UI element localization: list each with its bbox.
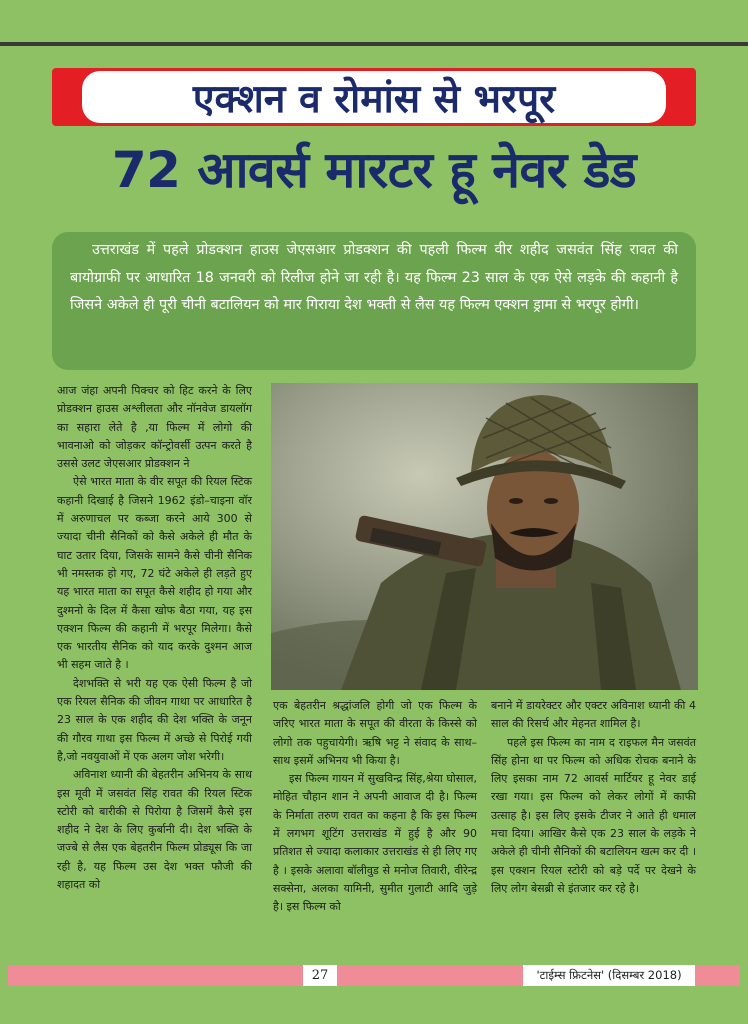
banner-text: एक्शन व रोमांस से भरपूर bbox=[192, 76, 556, 122]
soldier-photo bbox=[271, 383, 698, 690]
column-1 bbox=[57, 382, 252, 894]
intro-box bbox=[52, 232, 696, 370]
intro-text: उत्तराखंड में पहले प्रोडक्शन हाउस जेएसआर प्रोडक्शन की पहली फिल्म वीर शहीद जसवंत सिंह रावत की बायोग्राफी पर आधारित 18 जनवरी को रिलीज होने जा रही है। यह फिल्म 23 साल के एक ऐसे लड़के की कहानी है जिसने अकेले ही पूरी चीनी बटालियन को मार गिराया देश भक्ती से लैस यह फिल्म एक्शन ड्रामा से भरपूर होगी। bbox=[70, 242, 678, 313]
column-paragraph: बनाने में डायरेक्टर और एक्टर अविनाश ध्यानी की 4 साल की रिसर्च और मेहनत शामिल है। bbox=[491, 699, 696, 731]
column-paragraph: अविनाश ध्यानी की बेहतरीन अभिनय के साथ इस मूवी में जसवंत सिंह रावत की रियल स्टिक स्टोरी को बारीकी से पिरोया है जिसमें कैसे इस शहीद ने देश के लिए कुर्बानी दी। देश भक्ति के जज्बे से लैस एक बेहतरीन फिल्म प्रोड्यूस कि जा रही है, यह फिल्म उस देश भक्त फौजी की शहादत को bbox=[57, 768, 252, 892]
column-3 bbox=[491, 697, 696, 898]
column-paragraph: देशभक्ति से भरी यह एक ऐसी फिल्म है जो एक रियल सैनिक की जीवन गाथा पर आधारित है 23 साल के एक शहीद की देश भक्ति के जनून की गौरव गाथा इस फिल्म में अच्छे से पिरोई गयी है,जो नवयुवाओं में एक अलग जोश भरेगी। bbox=[57, 676, 252, 763]
column-paragraph: एक बेहतरीन श्रद्धांजलि होगी जो एक फिल्म के जरिए भारत माता के सपूत की वीरता के किस्से को लोगो तक पहुचायेगी। ऋषि भट्ट ने संवाद के साथ–साथ इसमें अभिनय भी किया है। bbox=[273, 699, 477, 767]
column-paragraph: आज जंहा अपनी पिक्चर को हिट करने के लिए प्रोडक्शन हाउस अश्लीलता और नॉनवेज डायलॉग का सहारा लेते है ,या फिल्म में लोगो की भावनाओ को जोड़कर कॉन्ट्रोवर्सी उत्पन करते है उससे उलट जेएसआर प्रोडक्शन ने bbox=[57, 384, 252, 471]
page-number: 27 bbox=[303, 965, 337, 986]
article-title: 72 आवर्स मारटर हू नेवर डेड bbox=[111, 141, 637, 199]
top-rule bbox=[0, 42, 748, 46]
publication-label: 'टाईम्स फ्रिटनेस' (दिसम्बर 2018) bbox=[523, 965, 695, 986]
column-2 bbox=[273, 697, 477, 917]
headline-banner bbox=[52, 68, 696, 126]
soldier-illustration bbox=[271, 383, 698, 690]
column-paragraph: इस फिल्म गायन में सुखविन्द्र सिंह,श्रेया घोसाल, मोहित चौहान शान ने अपनी आवाज दी है। फिल्म के निर्माता तरुण रावत का कहना है कि इस फिल्म में लगभग शूटिंग उत्तराखंड में हुई है और 90 प्रतिशत से ज्यादा कलाकार उत्तराखंड से ही लिए गए है । इसके अलावा बॉलीवुड से मनोज तिवारी, वीरेन्द्र सक्सेना, अलका यामिनी, सुमीत गुलाटी आदि जुड़े है। इस फिल्म को bbox=[273, 772, 477, 914]
headline-banner-inner bbox=[82, 71, 666, 123]
column-paragraph: पहले इस फिल्म का नाम द राइफल मैन जसवंत सिंह होना था पर फिल्म को अधिक रोचक बनाने के लिए इसका नाम 72 आवर्स मार्टियर हू नेवर डाई रखा गया। इस फिल्म को लेकर लोगों में काफी उत्साह है। इस लिए इसके टीजर ने आते ही धमाल मचा दिया। आखिर कैसे एक 23 साल के लड़के ने अकेले ही चीनी सैनिकों की बटालियन खत्म कर दी । इस एक्शन रियल स्टोरी को बड़े पर्दे पर देखने के लिए लोग बेसब्री से इंतजार कर रहे है। bbox=[491, 735, 696, 895]
column-paragraph: ऐसे भारत माता के वीर सपूत की रियल स्टिक कहानी दिखाई है जिसने 1962 इंडो–चाइना वॉर में अरुणाचल पर कब्जा करने आये 300 से ज्यादा चीनी सैनिकों को कैसे अकेले ही मौत के घाट उतार दिया, जिसके सामने कैसे चीनी सैनिक भी नमस्तक हो गए, 72 घंटे अकेले ही लड़ते हुए यह भारत माता का सपूत कैसे शहीद हो गया और दुश्मनो के दिल में कैसा खोफ बैठा गया, यह इस एक्शन फिल्म की कहानी में भरपूर मिलेगा। कैसे एक भारतीय सैनिक को याद करके दुश्मन आज भी सहम जाते है । bbox=[57, 475, 252, 672]
